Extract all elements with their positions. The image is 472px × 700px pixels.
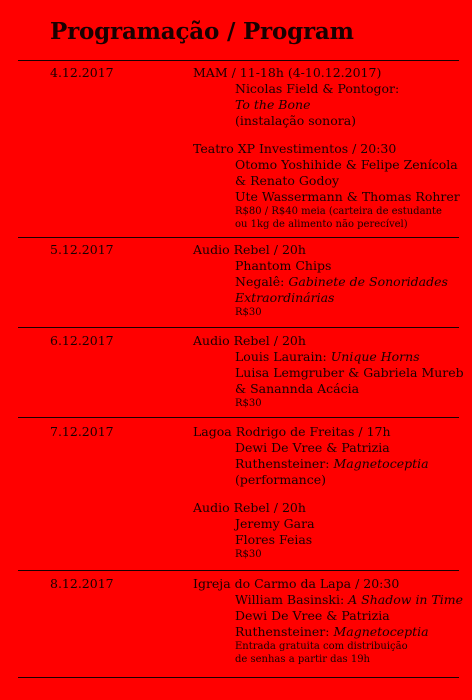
event-date: 5.12.2017 (50, 242, 114, 257)
event-text: Jeremy Gara (235, 516, 315, 531)
event-venue: Audio Rebel / 20h (193, 242, 306, 257)
event-line (193, 532, 468, 548)
event-venue: MAM / 11-18h (4-10.12.2017) (193, 65, 382, 80)
event-line (193, 81, 468, 97)
ticket-info: Entrada gratuita com distribuição (235, 641, 408, 652)
event-date: 4.12.2017 (50, 65, 114, 80)
event-line (193, 440, 468, 456)
event-line (193, 624, 468, 640)
event-list (193, 576, 468, 678)
event-text: Negalê: (235, 274, 289, 289)
event-text: Otomo Yoshihide & Felipe Zenícola (235, 157, 458, 172)
event-date: 8.12.2017 (50, 576, 114, 591)
ticket-info: R$30 (235, 307, 262, 318)
event-venue: Teatro XP Investimentos / 20:30 (193, 141, 397, 156)
event-list (193, 333, 468, 422)
event-text: Ruthensteiner: (235, 624, 334, 639)
event-line (193, 290, 468, 306)
event-line (193, 472, 468, 488)
event-item (193, 576, 468, 666)
event-text: Dewi De Vree & Patrizia (235, 608, 390, 623)
divider (18, 677, 459, 678)
event-line (193, 157, 468, 173)
event-list (193, 65, 468, 243)
work-title: Magnetoceptia (333, 624, 429, 639)
divider (18, 417, 459, 418)
event-item (193, 141, 468, 231)
divider (18, 60, 459, 61)
event-item (193, 333, 468, 410)
event-venue: Audio Rebel / 20h (193, 500, 306, 515)
event-venue: Lagoa Rodrigo de Freitas / 17h (193, 424, 391, 439)
event-text: William Basinski: (235, 592, 349, 607)
event-date: 6.12.2017 (50, 333, 114, 348)
event-text: Phantom Chips (235, 258, 332, 273)
event-text: Louis Laurain: (235, 349, 331, 364)
ticket-info: R$30 (235, 398, 262, 409)
event-line (193, 365, 468, 381)
event-item (193, 242, 468, 319)
work-title: A Shadow in Time (348, 592, 464, 607)
event-text: Dewi De Vree & Patrizia (235, 440, 390, 455)
divider (18, 237, 459, 238)
event-item (193, 65, 468, 129)
work-title: Extraordinárias (235, 290, 335, 305)
event-line (193, 592, 468, 608)
divider (18, 570, 459, 571)
event-line (193, 97, 468, 113)
work-title: To the Bone (235, 97, 311, 112)
work-title: Gabinete de Sonoridades (288, 274, 448, 289)
work-title: Unique Horns (330, 349, 420, 364)
event-line (193, 516, 468, 532)
event-line (193, 349, 468, 365)
event-text: Ruthensteiner: (235, 456, 334, 471)
event-text: Luisa Lemgruber & Gabriela Mureb (235, 365, 464, 380)
event-text: & Sanannda Acácia (235, 381, 360, 396)
event-text: (performance) (235, 472, 327, 487)
event-line (193, 608, 468, 624)
event-text: (instalação sonora) (235, 113, 357, 128)
ticket-info: R$80 / R$40 meia (carteira de estudante (235, 206, 442, 217)
event-list (193, 424, 468, 573)
event-item (193, 424, 468, 488)
event-date: 7.12.2017 (50, 424, 114, 439)
event-line (193, 258, 468, 274)
event-item (193, 500, 468, 561)
event-line (193, 456, 468, 472)
event-venue: Audio Rebel / 20h (193, 333, 306, 348)
work-title: Magnetoceptia (333, 456, 429, 471)
event-line (193, 274, 468, 290)
ticket-info: R$30 (235, 549, 262, 560)
event-text: Flores Feias (235, 532, 313, 547)
ticket-info: de senhas a partir das 19h (235, 654, 370, 665)
event-list (193, 242, 468, 331)
event-line (193, 381, 468, 397)
event-venue: Igreja do Carmo da Lapa / 20:30 (193, 576, 400, 591)
event-line (193, 173, 468, 189)
event-line (193, 189, 468, 205)
page-title: Programação / Program (50, 18, 354, 45)
event-line (193, 113, 468, 129)
event-text: Ute Wassermann & Thomas Rohrer (235, 189, 460, 204)
ticket-info: ou 1kg de alimento não perecível) (235, 219, 408, 230)
event-text: & Renato Godoy (235, 173, 340, 188)
event-text: Nicolas Field & Pontogor: (235, 81, 400, 96)
divider (18, 327, 459, 328)
